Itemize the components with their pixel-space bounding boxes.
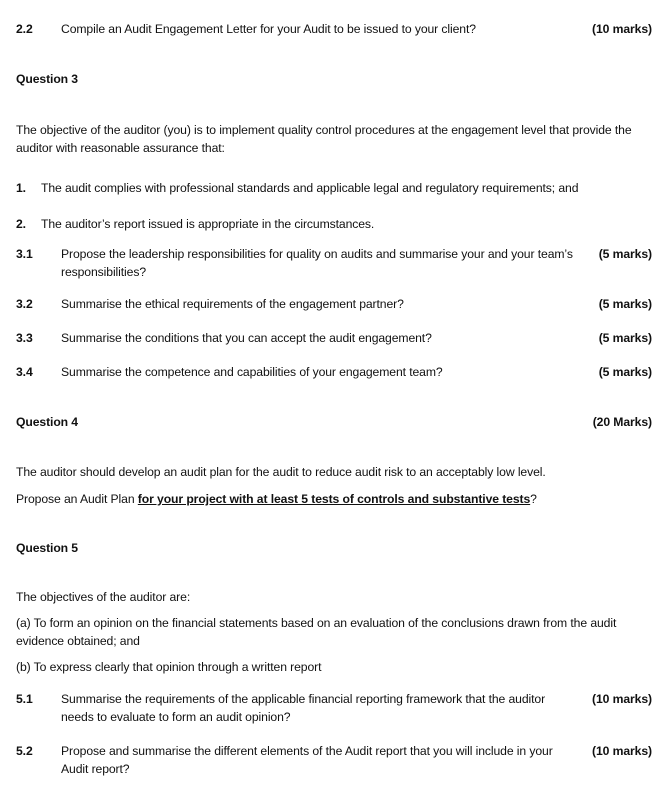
question-4-task: [16, 490, 656, 508]
question-number: 3.3: [16, 331, 33, 345]
question-marks: (10 marks): [592, 22, 652, 36]
question-4-heading: Question 4: [16, 415, 78, 429]
question-marks: (10 marks): [592, 692, 652, 706]
question-marks: (5 marks): [598, 365, 652, 379]
task-prefix: Propose an Audit Plan: [16, 492, 138, 506]
question-3-intro: The objective of the auditor (you) is to implement quality control procedures at the engagement level that provide the auditor with reasonable assurance that:: [16, 123, 632, 155]
question-text: Propose the leadership responsibilities for quality on audits and summarise your and your team’s responsibilities?: [61, 247, 573, 279]
question-marks: (5 marks): [598, 331, 652, 345]
question-3-heading: Question 3: [16, 72, 78, 86]
question-4-paragraph: The auditor should develop an audit plan for the audit to reduce audit risk to an acceptably low level.: [16, 465, 546, 479]
objective-a: (a) To form an opinion on the financial statements based on an evaluation of the conclusions drawn from the audit evidence obtained; and: [16, 616, 617, 648]
question-text: Compile an Audit Engagement Letter for your Audit to be issued to your client?: [61, 22, 476, 36]
question-text: Summarise the competence and capabilities of your engagement team?: [61, 365, 443, 379]
task-suffix: ?: [530, 492, 537, 506]
question-text: Propose and summarise the different elements of the Audit report that you will include in your Audit report?: [61, 744, 553, 776]
list-number: 1.: [16, 181, 26, 195]
question-5-intro: The objectives of the auditor are:: [16, 590, 191, 604]
question-number: 3.2: [16, 297, 33, 311]
list-item: The audit complies with professional standards and applicable legal and regulatory requirements; and: [41, 181, 579, 195]
task-underlined-text: for your project with at least 5 tests of controls and substantive tests: [137, 492, 531, 506]
question-5-heading: Question 5: [16, 541, 78, 555]
list-number: 2.: [16, 217, 26, 231]
question-marks: (5 marks): [598, 297, 652, 311]
question-number: 5.1: [16, 692, 33, 706]
question-number: 3.4: [16, 365, 33, 379]
question-number: 2.2: [16, 22, 33, 36]
question-number: 5.2: [16, 744, 33, 758]
question-number: 3.1: [16, 247, 33, 261]
question-marks: (5 marks): [598, 247, 652, 261]
question-text: Summarise the conditions that you can accept the audit engagement?: [61, 331, 432, 345]
question-marks: (10 marks): [592, 744, 652, 758]
objective-b: (b) To express clearly that opinion through a written report: [16, 660, 322, 674]
question-text: Summarise the ethical requirements of the engagement partner?: [61, 297, 404, 311]
list-item: The auditor’s report issued is appropriate in the circumstances.: [41, 217, 375, 231]
question-text: Summarise the requirements of the applicable financial reporting framework that the auditor needs to evaluate to form an audit opinion?: [61, 692, 546, 724]
question-4-marks: (20 Marks): [592, 415, 652, 429]
